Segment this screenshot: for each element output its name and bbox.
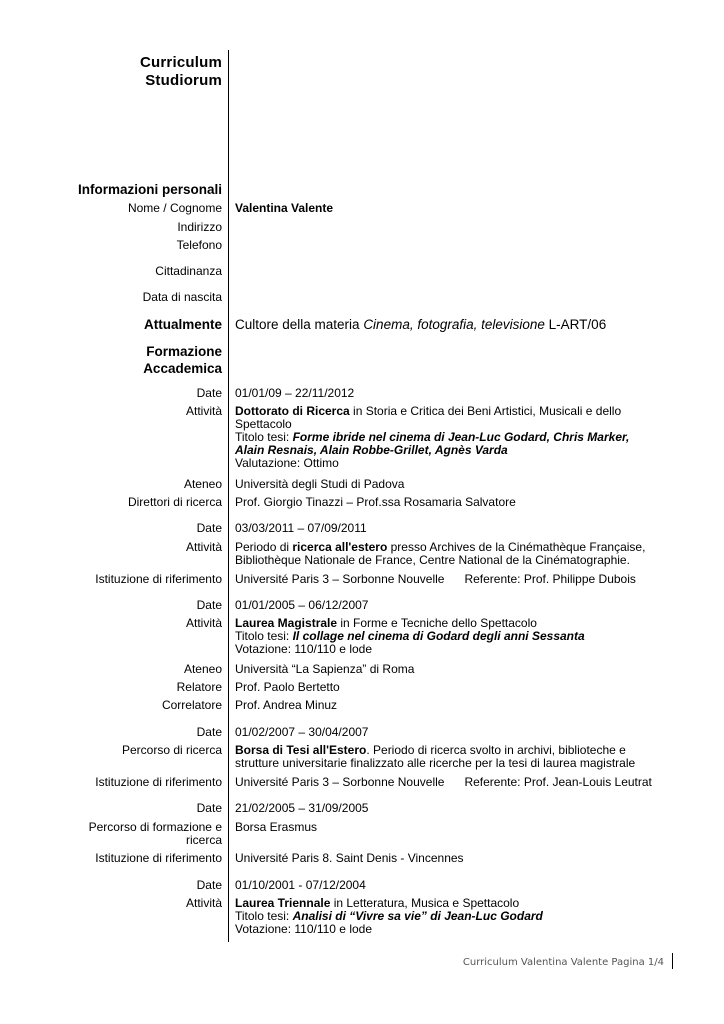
page-footer: Curriculum Valentina Valente Pagina 1/4 xyxy=(462,957,664,968)
erasmus-institution-label: Istituzione di riferimento xyxy=(95,851,222,865)
abroad-date: 03/03/2011 – 07/09/2011 xyxy=(235,521,367,535)
footer-divider xyxy=(672,953,673,969)
name-value: Valentina Valente xyxy=(235,201,334,215)
bachelor-activity: Laurea Triennale in Letteratura, Musica e Spettacolo Titolo tesi: Analisi di “Vivre sa vie” di Jean-Luc Godard Votazione: 110/110 e lode xyxy=(235,896,543,936)
phd-activity: Dottorato di Ricerca in Storia e Critica dei Beni Artistici, Musicali e dello Spettacolo Titolo tesi: Forme ibride nel cinema di Jean-Luc Godard, Chris Marker, Alain Resnais, Alain Robbe-Grillet, Agnès Varda Valutazione: Ottimo xyxy=(235,404,630,470)
erasmus-date-label: Date xyxy=(196,801,222,815)
master-coadvisor: Prof. Andrea Minuz xyxy=(235,698,338,712)
column-divider xyxy=(228,50,229,942)
scholarship-path: Borsa di Tesi all'Estero. Periodo di ricerca svolto in archivi, biblioteche e strutture universitarie finalizzato alle ricerche per la tesi di laurea magistrale xyxy=(235,743,636,770)
abroad-activity-label: Attività xyxy=(185,540,222,554)
phd-directors-label: Direttori di ricerca xyxy=(127,495,222,509)
erasmus-path: Borsa Erasmus xyxy=(235,820,318,834)
bachelor-date-label: Date xyxy=(196,878,222,892)
scholarship-institution-label: Istituzione di riferimento xyxy=(95,775,222,789)
master-advisor: Prof. Paolo Bertetto xyxy=(235,680,340,694)
master-advisor-label: Relatore xyxy=(176,680,222,694)
abroad-referent: Referente: Prof. Philippe Dubois xyxy=(464,572,636,586)
phd-date: 01/01/09 – 22/11/2012 xyxy=(235,386,355,400)
master-date: 01/01/2005 – 06/12/2007 xyxy=(235,598,369,612)
master-activity: Laurea Magistrale in Forme e Tecniche dello Spettacolo Titolo tesi: Il collage nel cinema di Godard degli anni Sessanta Votazione: 110/110 e lode xyxy=(235,616,585,656)
name-label: Nome / Cognome xyxy=(127,201,222,215)
current-heading: Attualmente xyxy=(143,317,222,332)
erasmus-institution: Université Paris 8. Saint Denis - Vincennes xyxy=(235,851,464,865)
phd-directors: Prof. Giorgio Tinazzi – Prof.ssa Rosamaria Salvatore xyxy=(235,495,516,509)
citizenship-label: Cittadinanza xyxy=(155,264,222,278)
scholarship-institution: Université Paris 3 – Sorbonne Nouvelle Referente: Prof. Jean-Louis Leutrat xyxy=(235,775,652,789)
abroad-institution: Université Paris 3 – Sorbonne Nouvelle Referente: Prof. Philippe Dubois xyxy=(235,572,636,586)
current-value: Cultore della materia Cinema, fotografia, televisione L-ART/06 xyxy=(235,317,607,332)
scholarship-date: 01/02/2007 – 30/04/2007 xyxy=(235,725,369,739)
education-heading: Formazione Accademica xyxy=(143,344,222,376)
bachelor-date: 01/10/2001 - 07/12/2004 xyxy=(235,878,366,892)
bachelor-activity-label: Attività xyxy=(185,896,222,910)
master-activity-label: Attività xyxy=(185,616,222,630)
phd-date-label: Date xyxy=(196,386,222,400)
scholarship-path-label: Percorso di ricerca xyxy=(121,743,222,757)
scholarship-referent: Referente: Prof. Jean-Louis Leutrat xyxy=(464,775,652,789)
phd-activity-label: Attività xyxy=(185,404,222,418)
master-university: Università “La Sapienza” di Roma xyxy=(235,662,415,676)
phd-university-label: Ateneo xyxy=(183,477,222,491)
phd-university: Università degli Studi di Padova xyxy=(235,477,405,491)
master-date-label: Date xyxy=(196,598,222,612)
personal-info-heading: Informazioni personali xyxy=(77,182,222,197)
birth-date-label: Data di nascita xyxy=(142,290,222,304)
scholarship-date-label: Date xyxy=(196,725,222,739)
document-title: Curriculum Studiorum xyxy=(139,54,222,89)
phone-label: Telefono xyxy=(176,238,222,252)
abroad-date-label: Date xyxy=(196,521,222,535)
master-coadvisor-label: Correlatore xyxy=(161,698,222,712)
erasmus-path-label: Percorso di formazione e ricerca xyxy=(88,820,222,847)
address-label: Indirizzo xyxy=(177,220,222,234)
abroad-activity: Periodo di ricerca all'estero presso Archives de la Cinémathèque Française, Bibliothèque Nationale de France, Centre National de la Cinématographie. xyxy=(235,540,646,567)
master-university-label: Ateneo xyxy=(183,662,222,676)
abroad-institution-label: Istituzione di riferimento xyxy=(95,572,222,586)
erasmus-date: 21/02/2005 – 31/09/2005 xyxy=(235,801,369,815)
